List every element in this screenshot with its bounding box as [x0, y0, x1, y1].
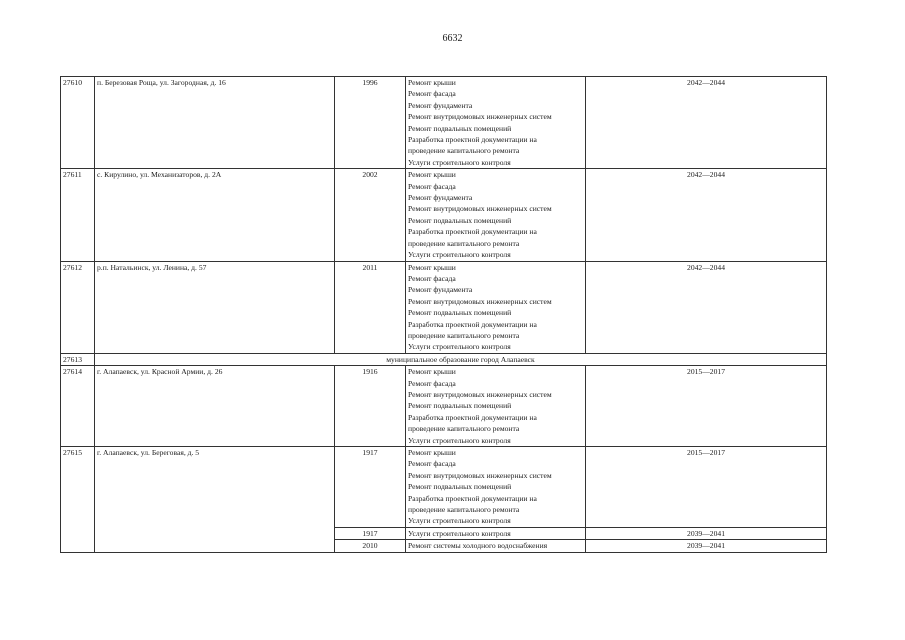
work-item: Разработка проектной документации на	[408, 493, 537, 503]
work-item: Ремонт фундамента	[408, 193, 473, 203]
page-number: 6632	[442, 33, 463, 44]
work-item: Ремонт фасада	[408, 181, 456, 191]
year-cell: 2010	[335, 540, 406, 552]
work-item: проведение капитального ремонта	[408, 424, 520, 434]
works-cell	[406, 447, 586, 528]
address-cell: с. Кирулино, ул. Механизаторов, д. 2А	[95, 169, 335, 261]
work-item: Ремонт фундамента	[408, 100, 473, 110]
work-item: Ремонт крыши	[408, 367, 456, 377]
work-item: Ремонт подвальных помещений	[408, 215, 512, 225]
work-item: Услуги строительного контроля	[408, 250, 511, 260]
works-cell	[406, 366, 586, 447]
row-number: 27612	[61, 261, 95, 353]
work-item: Ремонт крыши	[408, 170, 456, 180]
work-item: Ремонт крыши	[408, 448, 456, 457]
address-cell: п. Березовая Роща, ул. Загородная, д. 16	[95, 77, 335, 169]
work-item: Ремонт внутридомовых инженерных систем	[408, 389, 552, 399]
row-number: 27610	[61, 77, 95, 169]
address-cell: г. Алапаевск, ул. Красной Армии, д. 26	[95, 366, 335, 447]
table-row	[61, 169, 827, 261]
municipality-heading: муниципальное образование город Алапаевск	[95, 353, 827, 365]
year-cell: 1917	[335, 447, 406, 528]
works-cell: Услуги строительного контроля	[406, 527, 586, 539]
address-cell: р.п. Натальинск, ул. Ленина, д. 57	[95, 261, 335, 353]
row-number: 27614	[61, 366, 95, 447]
table-row	[61, 447, 827, 528]
term-cell: 2039—2041	[586, 540, 827, 552]
table-row	[61, 261, 827, 353]
work-item: проведение капитального ремонта	[408, 330, 520, 340]
table-row	[61, 366, 827, 447]
work-item: проведение капитального ремонта	[408, 505, 520, 515]
row-number: 27613	[61, 353, 95, 365]
year-cell: 2002	[335, 169, 406, 261]
work-item: Разработка проектной документации на	[408, 135, 537, 145]
row-number: 27615	[61, 447, 95, 553]
work-item: Ремонт подвальных помещений	[408, 482, 512, 492]
work-item: Ремонт крыши	[408, 78, 456, 87]
term-cell: 2042—2044	[586, 169, 827, 261]
work-item: проведение капитального ремонта	[408, 146, 520, 156]
work-item: Услуги строительного контроля	[408, 435, 511, 445]
year-cell: 2011	[335, 261, 406, 353]
work-item: Ремонт фасада	[408, 378, 456, 388]
work-item: Ремонт внутридомовых инженерных систем	[408, 204, 552, 214]
work-item: Ремонт внутридомовых инженерных систем	[408, 112, 552, 122]
term-cell: 2042—2044	[586, 261, 827, 353]
year-cell: 1916	[335, 366, 406, 447]
term-cell: 2015—2017	[586, 366, 827, 447]
work-item: Услуги строительного контроля	[408, 157, 511, 167]
term-cell: 2042—2044	[586, 77, 827, 169]
work-item: Услуги строительного контроля	[408, 516, 511, 526]
term-cell: 2015—2017	[586, 447, 827, 528]
work-item: Ремонт внутридомовых инженерных систем	[408, 470, 552, 480]
work-item: Ремонт фасада	[408, 89, 456, 99]
work-item: Ремонт внутридомовых инженерных систем	[408, 296, 552, 306]
work-item: проведение капитального ремонта	[408, 238, 520, 248]
work-item: Ремонт фасада	[408, 273, 456, 283]
works-cell: Ремонт системы холодного водоснабжения	[406, 540, 586, 552]
work-item: Ремонт подвальных помещений	[408, 401, 512, 411]
work-item: Ремонт подвальных помещений	[408, 308, 512, 318]
capital-repair-table	[60, 76, 827, 553]
work-item: Ремонт крыши	[408, 262, 456, 272]
work-item: Разработка проектной документации на	[408, 319, 537, 329]
year-cell: 1917	[335, 527, 406, 539]
work-item: Услуги строительного контроля	[408, 342, 511, 352]
works-cell	[406, 77, 586, 169]
table-row	[61, 77, 827, 169]
work-item: Ремонт подвальных помещений	[408, 123, 512, 133]
row-number: 27611	[61, 169, 95, 261]
work-item: Ремонт фасада	[408, 459, 456, 469]
works-cell	[406, 261, 586, 353]
year-cell: 1996	[335, 77, 406, 169]
works-cell	[406, 169, 586, 261]
work-item: Разработка проектной документации на	[408, 227, 537, 237]
table-row-municipality	[61, 353, 827, 365]
address-cell: г. Алапаевск, ул. Береговая, д. 5	[95, 447, 335, 553]
work-item: Ремонт фундамента	[408, 285, 473, 295]
work-item: Разработка проектной документации на	[408, 412, 537, 422]
term-cell: 2039—2041	[586, 527, 827, 539]
